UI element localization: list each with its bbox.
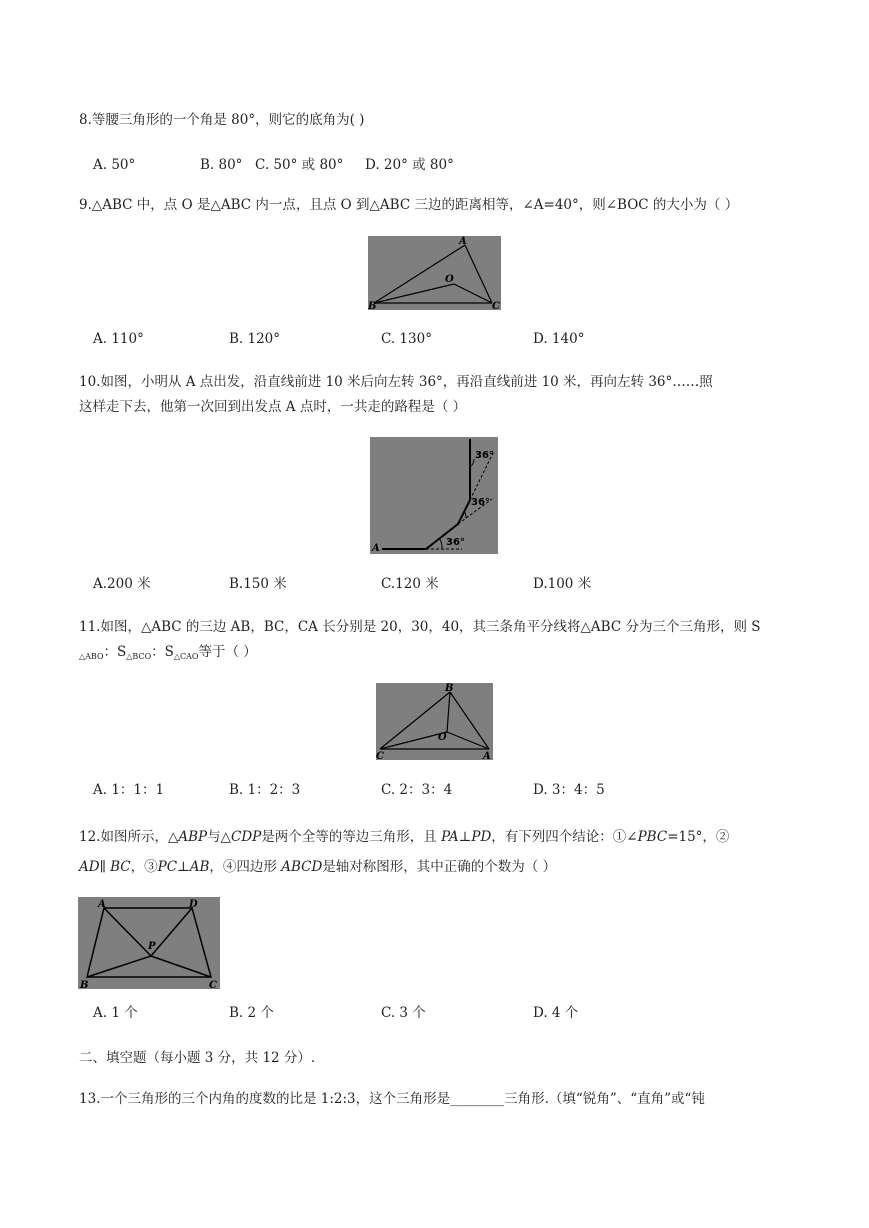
q10-angle-label-3: 36°	[475, 450, 494, 461]
q12-label-p: P	[148, 941, 156, 952]
q9-label-b: B	[368, 301, 377, 310]
q10-stem-line2: 这样走下去，他第一次回到出发点 A 点时，一共走的路程是（ ）	[79, 399, 467, 415]
q11-stem-line2	[79, 643, 257, 666]
q12-label-c: C	[209, 980, 217, 989]
q10-stem-line1: 10.如图，小明从 A 点出发，沿直线前进 10 米后向左转 36°，再沿直线前进 10 米，再向左转 36°……照	[79, 374, 713, 390]
q13-stem: 13.一个三角形的三个内角的度数的比是 1:2:3，这个三角形是________三角形.（填“锐角”、“直角”或“钝	[79, 1091, 705, 1107]
q11-option-a: A. 1：1：1	[93, 782, 165, 798]
q10-option-d: D.100 米	[533, 576, 592, 592]
q11-option-b: B. 1：2：3	[229, 782, 301, 798]
q9-label-o: O	[445, 274, 454, 285]
q8-option-d: D. 20° 或 80°	[365, 157, 454, 173]
q12-stem-line2: AD∥ BC，③PC⊥AB，④四边形 ABCD是轴对称图形，其中正确的个数为（ ）	[79, 859, 557, 875]
section-2-heading: 二、填空题（每小题 3 分，共 12 分）.	[79, 1050, 316, 1066]
q11-sep1: ：S	[103, 644, 127, 660]
q10-label-a: A	[372, 543, 380, 554]
q11-label-a: A	[483, 751, 491, 760]
q12-option-b: B. 2 个	[229, 1005, 274, 1021]
q8-stem: 8.等腰三角形的一个角是 80°，则它的底角为( )	[79, 112, 365, 128]
q12-option-c: C. 3 个	[381, 1005, 426, 1021]
q9-option-d: D. 140°	[533, 331, 585, 347]
q12-stem-line1: 12.如图所示，△ABP与△CDP是两个全等的等边三角形，且 PA⊥PD，有下列四个结论：①∠PBC=15°，②	[79, 829, 730, 845]
q10-angle-label-2: 36°	[471, 497, 490, 508]
q12-label-a: A	[98, 899, 106, 910]
q11-stem-line1: 11.如图，△ABC 的三边 AB，BC，CA 长分别是 20，30，40，其三条角平分线将△ABC 分为三个三角形，则 S	[79, 619, 761, 635]
q9-stem: 9.△ABC 中，点 O 是△ABC 内一点，且点 O 到△ABC 三边的距离相等，∠A=40°，则∠BOC 的大小为（ ）	[79, 197, 739, 213]
q12-label-b: B	[80, 980, 89, 989]
q9-label-a: A	[459, 236, 467, 247]
q11-sub-bco: △BCO	[126, 652, 152, 661]
q12-option-a: A. 1 个	[93, 1005, 138, 1021]
q11-label-c: C	[376, 751, 384, 760]
q11-option-c: C. 2：3：4	[381, 782, 453, 798]
q12-option-d: D. 4 个	[533, 1005, 579, 1021]
q11-sub-abo: △ABO	[79, 652, 104, 661]
q10-path-figure	[370, 437, 498, 554]
q9-triangle-figure	[368, 236, 501, 310]
q11-sep2: ：S	[151, 644, 174, 660]
q11-option-d: D. 3：4：5	[533, 782, 605, 798]
q12-label-d: D	[189, 899, 198, 910]
q8-option-c: C. 50° 或 80°	[255, 157, 344, 173]
q10-option-a: A.200 米	[93, 576, 151, 592]
q8-option-a: A. 50°	[93, 157, 136, 173]
q10-option-b: B.150 米	[229, 576, 287, 592]
q9-option-b: B. 120°	[229, 331, 281, 347]
q11-triangle-figure	[376, 683, 493, 760]
q11-label-o: O	[438, 732, 447, 743]
q12-trapezoid-figure	[78, 897, 220, 989]
q10-option-c: C.120 米	[381, 576, 439, 592]
q9-option-a: A. 110°	[93, 331, 144, 347]
q11-sub-cao: △CAO	[173, 652, 199, 661]
q8-option-b: B. 80°	[200, 157, 243, 173]
q9-option-c: C. 130°	[381, 331, 432, 347]
q9-label-c: C	[492, 301, 500, 310]
q11-tail: 等于（ ）	[198, 644, 257, 660]
q10-angle-label-1: 36°	[446, 537, 465, 548]
q11-label-b: B	[445, 683, 454, 694]
